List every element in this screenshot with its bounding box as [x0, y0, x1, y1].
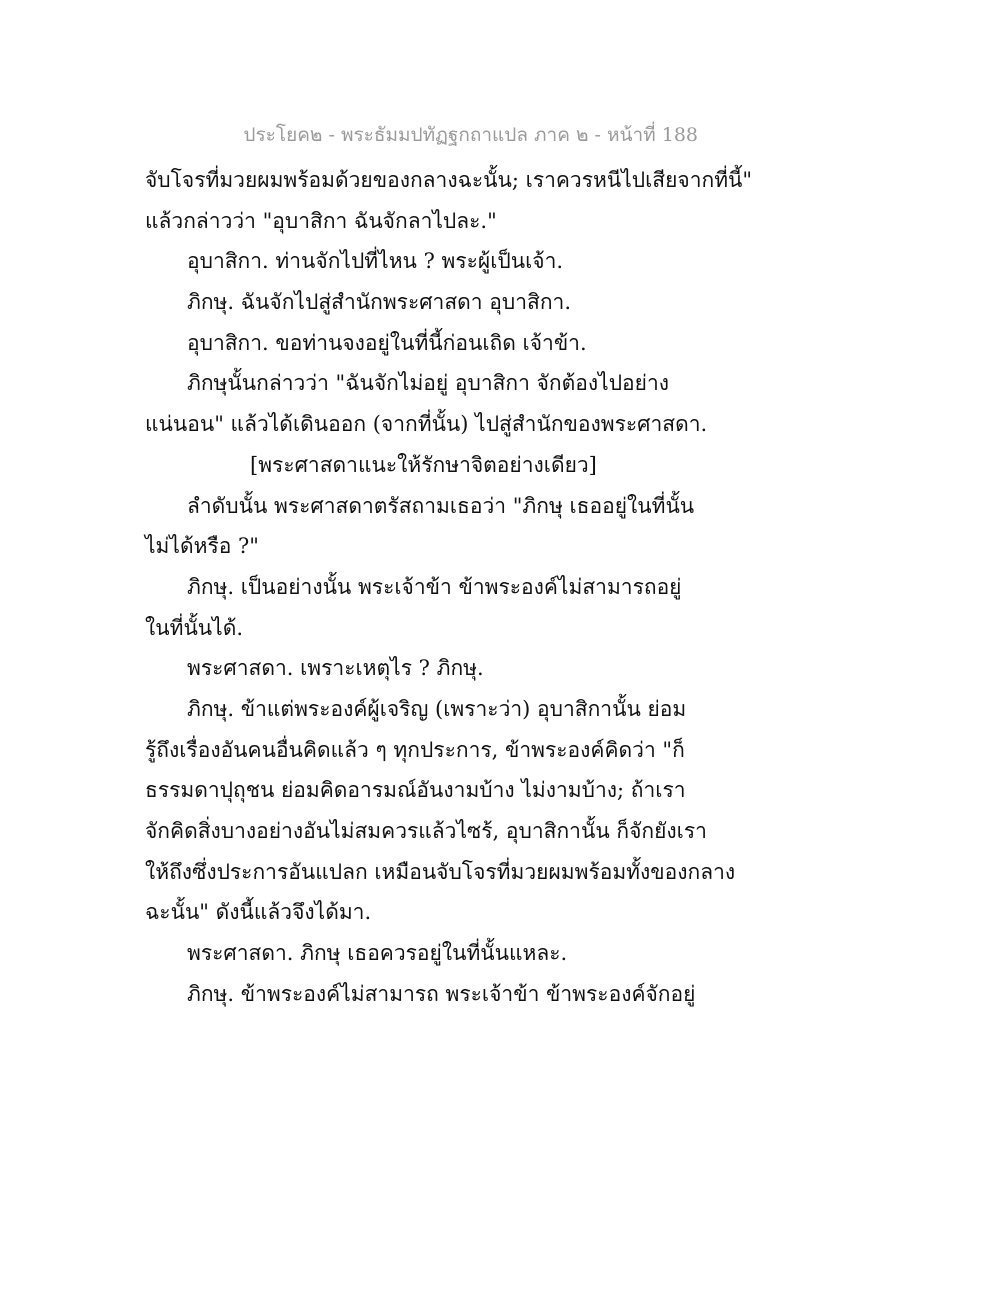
text-line: จักคิดสิ่งบางอย่างอันไม่สมควรแล้วไซร้, อุบาสิกานั้น ก็จักยังเรา	[145, 819, 707, 843]
text-line: แล้วกล่าวว่า "อุบาสิกา ฉันจักลาไปละ."	[145, 208, 497, 233]
text-line: ในที่นั้นได้.	[145, 615, 244, 640]
text-line: ภิกษุนั้นกล่าวว่า "ฉันจักไม่อยู่ อุบาสิกา จักต้องไปอย่าง	[187, 371, 669, 396]
text-line: ธรรมดาปุถุชน ย่อมคิดอารมณ์อันงามบ้าง ไม่งามบ้าง; ถ้าเรา	[145, 778, 686, 803]
text-line: ฉะนั้น" ดังนี้แล้วจึงได้มา.	[145, 900, 372, 925]
page-header: ประโยค๒ - พระธัมมปทัฏฐกถาแปล ภาค ๒ - หน้าที่ 188	[243, 124, 698, 146]
text-line: จับโจรที่มวยผมพร้อมด้วยของกลางฉะนั้น; เราควรหนีไปเสียจากที่นี้"	[145, 168, 753, 192]
text-line: รู้ถึงเรื่องอันคนอื่นคิดแล้ว ๆ ทุกประการ, ข้าพระองค์คิดว่า "ก็	[145, 737, 685, 762]
body-text	[145, 160, 865, 1014]
text-line: อุบาสิกา. ขอท่านจงอยู่ในที่นี้ก่อนเถิด เจ้าข้า.	[187, 330, 587, 355]
text-line: ไม่ได้หรือ ?"	[145, 534, 259, 559]
text-line: ให้ถึงซึ่งประการอันแปลก เหมือนจับโจรที่มวยผมพร้อมทั้งของกลาง	[145, 859, 736, 884]
text-line: พระศาสดา. เพราะเหตุไร ? ภิกษุ.	[187, 656, 484, 681]
text-line: ภิกษุ. เป็นอย่างนั้น พระเจ้าข้า ข้าพระองค์ไม่สามารถอยู่	[187, 574, 682, 599]
text-line: ภิกษุ. ฉันจักไปสู่สำนักพระศาสดา อุบาสิกา.	[187, 290, 571, 315]
text-line: ภิกษุ. ข้าพระองค์ไม่สามารถ พระเจ้าข้า ข้าพระองค์จักอยู่	[187, 981, 696, 1006]
text-line: อุบาสิกา. ท่านจักไปที่ไหน ? พระผู้เป็นเจ้า.	[187, 249, 564, 274]
section-heading: [พระศาสดาแนะให้รักษาจิตอย่างเดียว]	[250, 452, 597, 477]
text-line: พระศาสดา. ภิกษุ เธอควรอยู่ในที่นั้นแหละ.	[187, 941, 568, 966]
text-line: ภิกษุ. ข้าแต่พระองค์ผู้เจริญ (เพราะว่า) อุบาสิกานั้น ย่อม	[187, 696, 687, 721]
text-line: ลำดับนั้น พระศาสดาตรัสถามเธอว่า "ภิกษุ เธออยู่ในที่นั้น	[187, 493, 695, 518]
text-line: แน่นอน" แล้วได้เดินออก (จากที่นั้น) ไปสู่สำนักของพระศาสดา.	[145, 412, 708, 437]
